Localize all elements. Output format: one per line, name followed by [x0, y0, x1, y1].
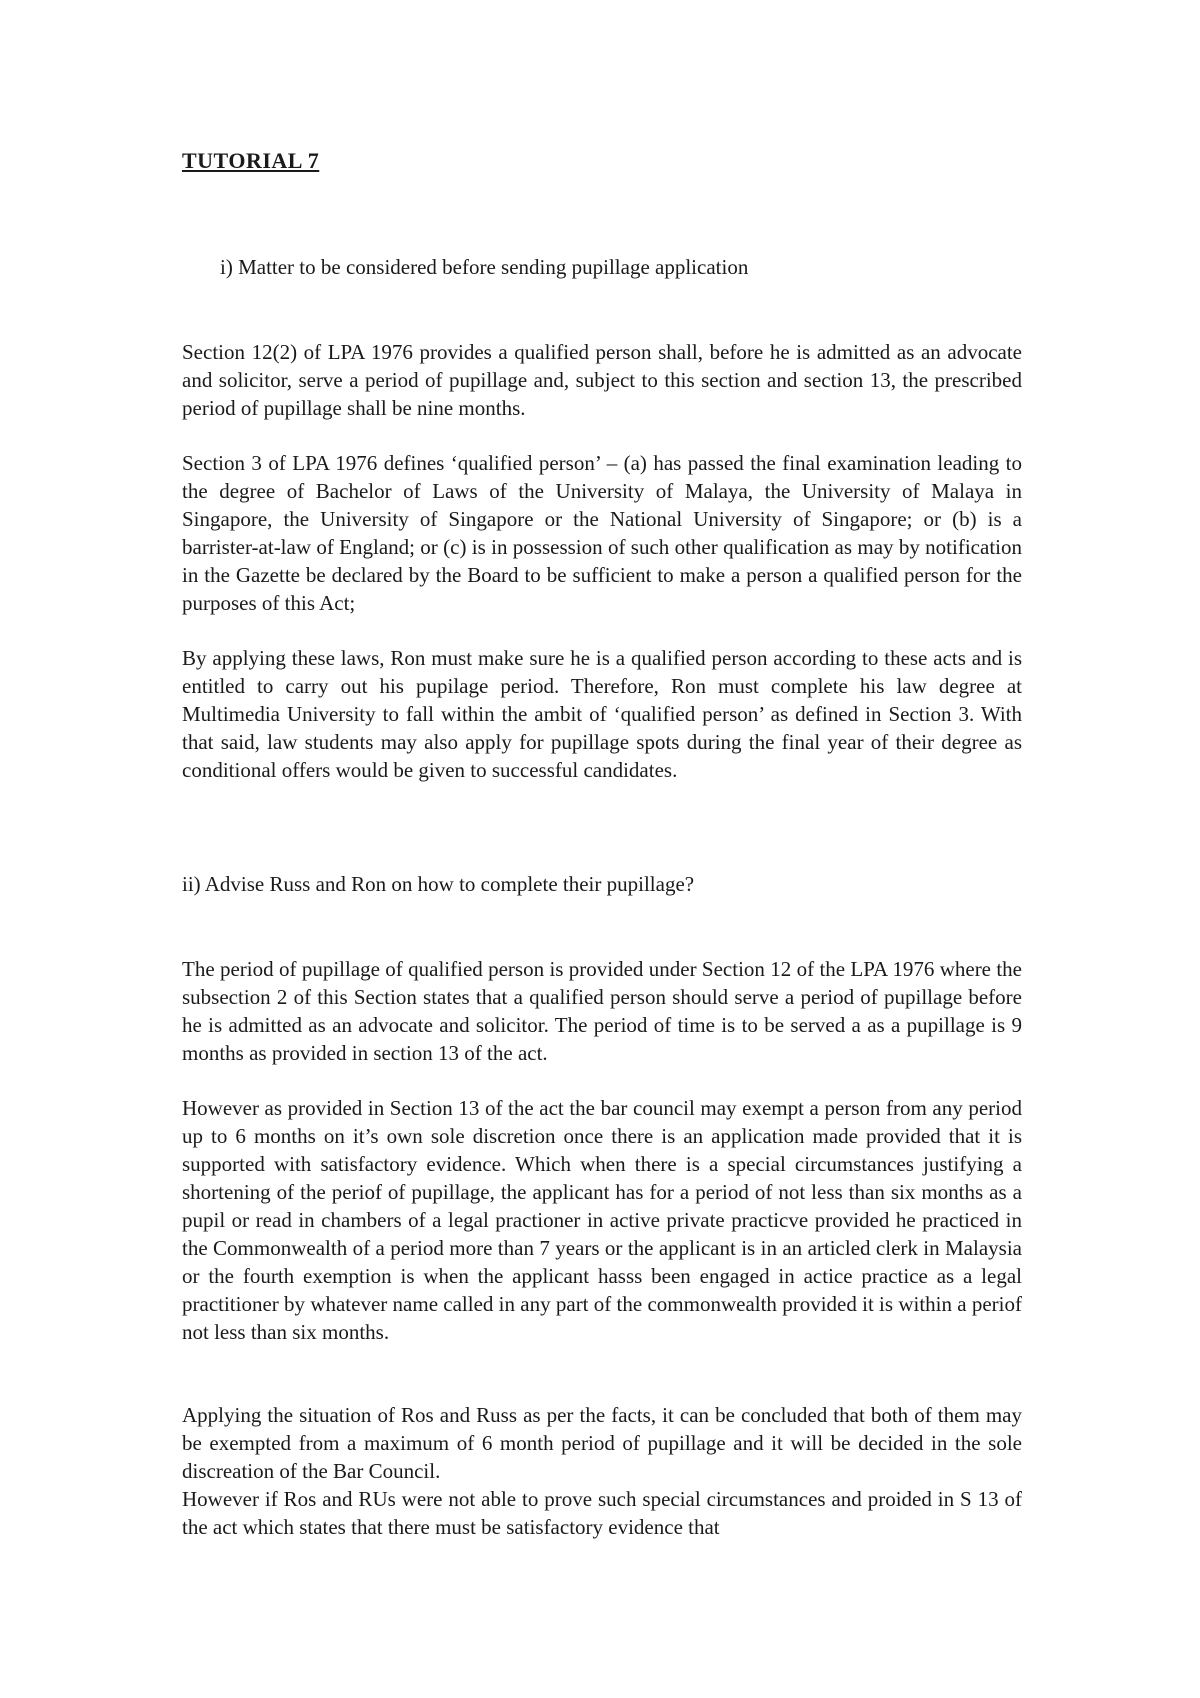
section-2-paragraph-1: The period of pupillage of qualified person is provided under Section 12 of the LPA 1976 where the subsection 2 of this Section states that a qualified person should serve a period of pupillage before he is admitted as an advocate and solicitor. The period of time is to be served a as a pupillage is 9 months as provided in section 13 of the act. [182, 957, 1022, 1065]
section-2-paragraph-2: However as provided in Section 13 of the act the bar council may exempt a person from any period up to 6 months on it’s own sole discretion once there is an application made provided that it is supported with satisfactory evidence. Which when there is a special circumstances justifying a shortening of the periof of pupillage, the applicant has for a period of not less than six months as a pupil or read in chambers of a legal practioner in active private practicve provided he practiced in the Commonwealth of a period more than 7 years or the applicant is in an articled clerk in Malaysia or the fourth exemption is when the applicant hasss been engaged in actice practice as a legal practitioner by whatever name called in any part of the commonwealth provided it is within a periof not less than six months. [182, 1096, 1022, 1344]
section-2-paragraph-3: Applying the situation of Ros and Russ as per the facts, it can be concluded that both of them may be exempted from a maximum of 6 month period of pupillage and it will be decided in the sole discreation of the Bar Council. [182, 1403, 1022, 1483]
section-1-heading: i) Matter to be considered before sending pupillage application [220, 255, 749, 279]
section-2-paragraph-4: However if Ros and RUs were not able to prove such special circumstances and proided in S 13 of the act which states that there must be satisfactory evidence that [182, 1487, 1022, 1539]
section-1-paragraph-2: Section 3 of LPA 1976 defines ‘qualified person’ – (a) has passed the final examination leading to the degree of Bachelor of Laws of the University of Malaya, the University of Malaya in Singapore, the University of Singapore or the National University of Singapore; or (b) is a barrister-at-law of England; or (c) is in possession of such other qualification as may by notification in the Gazette be declared by the Board to be sufficient to make a person a qualified person for the purposes of this Act; [182, 451, 1022, 615]
section-1-paragraph-1: Section 12(2) of LPA 1976 provides a qualified person shall, before he is admitted as an advocate and solicitor, serve a period of pupillage and, subject to this section and section 13, the prescribed period of pupillage shall be nine months. [182, 340, 1022, 420]
section-1-paragraph-3: By applying these laws, Ron must make sure he is a qualified person according to these acts and is entitled to carry out his pupilage period. Therefore, Ron must complete his law degree at Multimedia University to fall within the ambit of ‘qualified person’ as defined in Section 3. With that said, law students may also apply for pupillage spots during the final year of their degree as conditional offers would be given to successful candidates. [182, 646, 1022, 782]
section-2-heading: ii) Advise Russ and Ron on how to complete their pupillage? [182, 872, 695, 896]
document-title: TUTORIAL 7 [182, 148, 320, 173]
